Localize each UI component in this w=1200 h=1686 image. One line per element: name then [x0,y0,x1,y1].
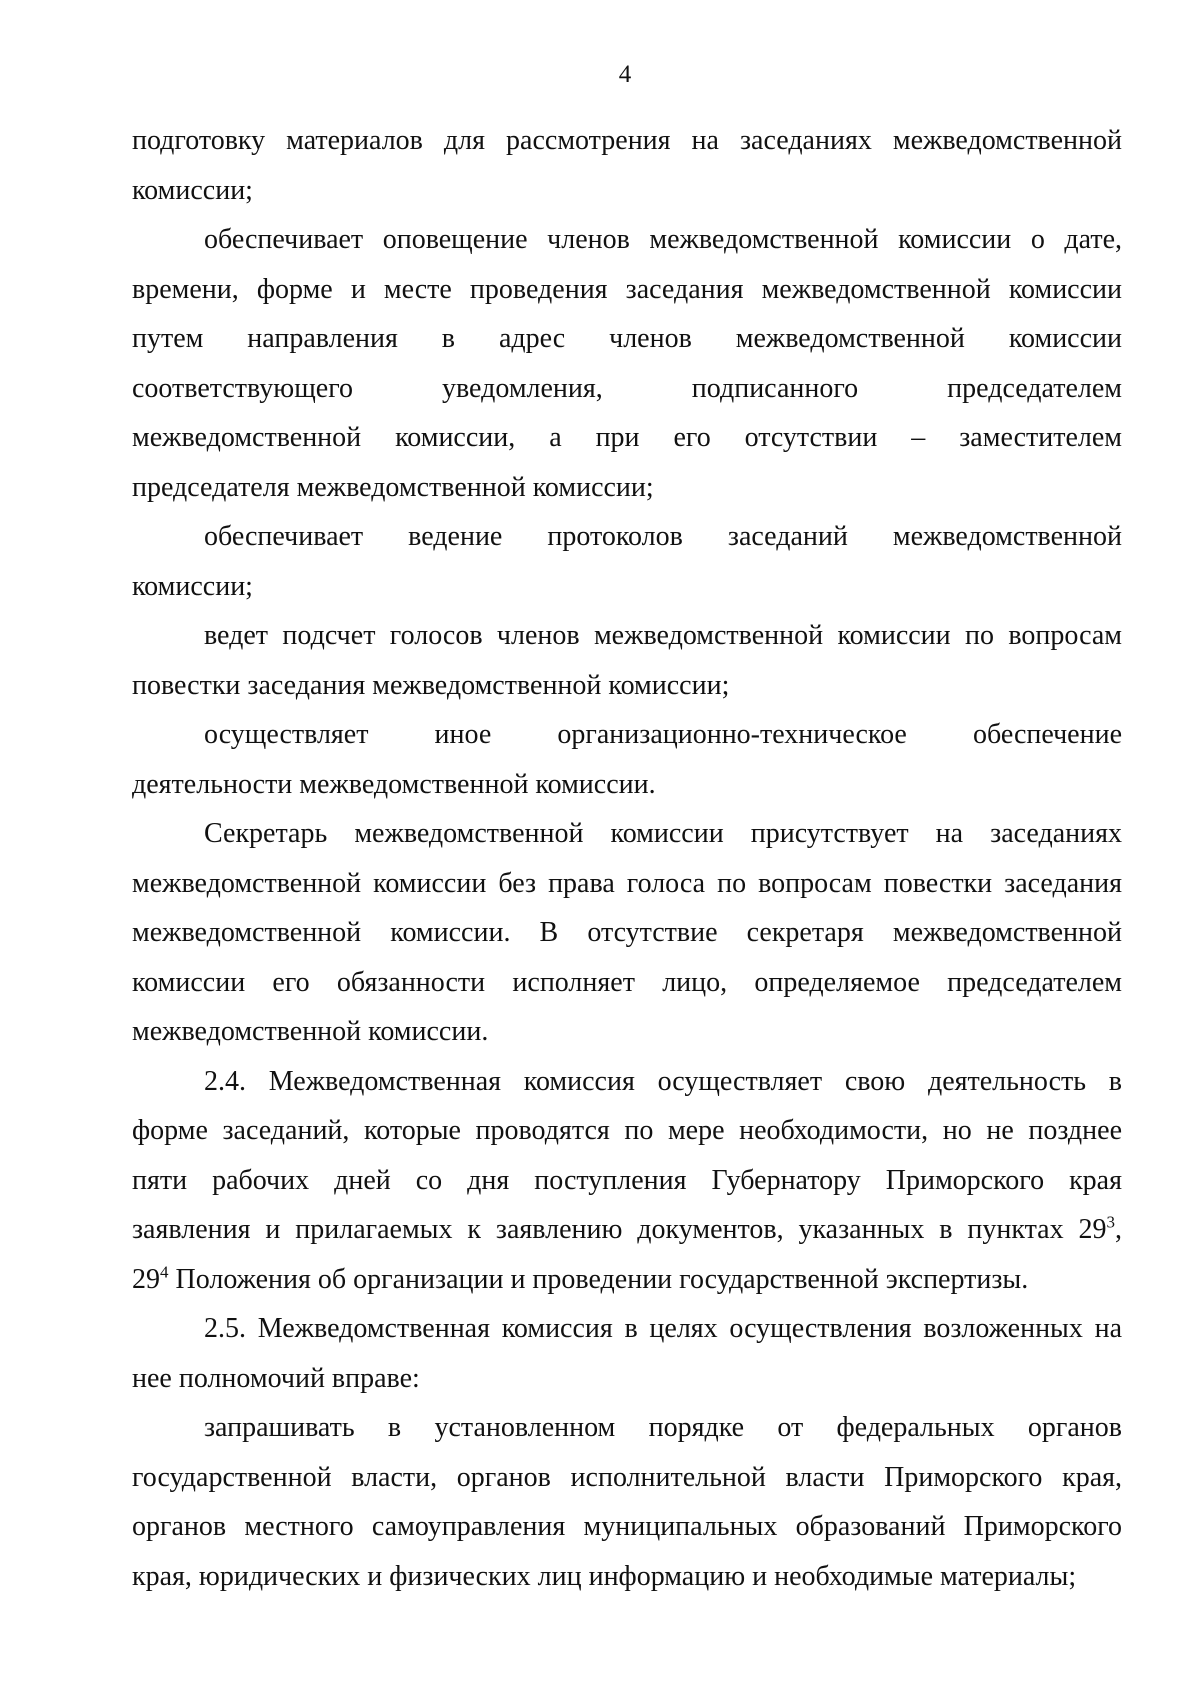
paragraph-1 [132,116,1122,215]
text-line-with-superscript [132,1255,1122,1305]
text-line: обеспечивает ведение протоколов заседаний межведомственной [204,521,1122,552]
text-line: комиссии; [132,174,253,206]
text-fragment: Положения об организации и проведении государственной экспертизы. [168,1263,1029,1295]
paragraph-3 [132,512,1122,611]
page-number: 4 [618,61,632,88]
text-line: деятельности межведомственной комиссии. [132,768,656,800]
text-fragment: , [1115,1214,1122,1245]
text-fragment: 29 [132,1263,160,1295]
text-line: 2.5. Межведомственная комиссия в целях осуществления возложенных на [204,1313,1122,1344]
text-line: времени, форме и месте проведения заседания межведомственной комиссии [132,273,1122,305]
text-line: государственной власти, органов исполнительной власти Приморского края, [132,1461,1122,1493]
text-line: межведомственной комиссии, а при его отсутствии – заместителем [132,422,1122,453]
text-line: органов местного самоуправления муниципальных образований Приморского [132,1511,1122,1542]
text-line: осуществляет иное организационно-техническое обеспечение [204,719,1122,750]
text-fragment: заявления и прилагаемых к заявлению документов, указанных в пунктах 29 [132,1214,1107,1245]
document-body [132,116,1122,1601]
text-line: повестки заседания межведомственной комиссии; [132,669,730,701]
text-line-with-superscript [132,1205,1122,1255]
text-line: соответствующего уведомления, подписанного председателем [132,372,1122,404]
paragraph-4 [132,611,1122,710]
text-line: 2.4. Межведомственная комиссия осуществляет свою деятельность в [204,1065,1122,1097]
paragraph-2 [132,215,1122,512]
text-line: путем направления в адрес членов межведомственной комиссии [132,323,1122,354]
paragraph-5 [132,710,1122,809]
paragraph-2-4 [132,1057,1122,1305]
text-line: межведомственной комиссии. В отсутствие секретаря межведомственной [132,917,1122,948]
text-line: ведет подсчет голосов членов межведомственной комиссии по вопросам [204,620,1122,651]
text-line: межведомственной комиссии. [132,1016,489,1047]
text-line: комиссии; [132,570,253,602]
superscript: 3 [1106,1212,1115,1232]
text-line: Секретарь межведомственной комиссии присутствует на заседаниях [204,818,1122,849]
text-line: края, юридических и физических лиц информацию и необходимые материалы; [132,1560,1077,1592]
paragraph-6 [132,809,1122,1057]
superscript: 4 [160,1262,169,1282]
text-line: обеспечивает оповещение членов межведомственной комиссии о дате, [204,224,1122,255]
paragraph-2-5 [132,1304,1122,1403]
text-line: форме заседаний, которые проводятся по мере необходимости, но не позднее [132,1115,1122,1146]
text-line: председателя межведомственной комиссии; [132,471,654,503]
text-line: нее полномочий вправе: [132,1362,420,1394]
paragraph-request [132,1403,1122,1601]
text-line: комиссии его обязанности исполняет лицо, определяемое председателем [132,966,1122,998]
text-line: подготовку материалов для рассмотрения на заседаниях межведомственной [132,125,1122,156]
text-line: межведомственной комиссии без права голоса по вопросам повестки заседания [132,867,1122,899]
text-line: пяти рабочих дней со дня поступления Губернатору Приморского края [132,1164,1122,1196]
text-line: запрашивать в установленном порядке от федеральных органов [204,1412,1122,1443]
